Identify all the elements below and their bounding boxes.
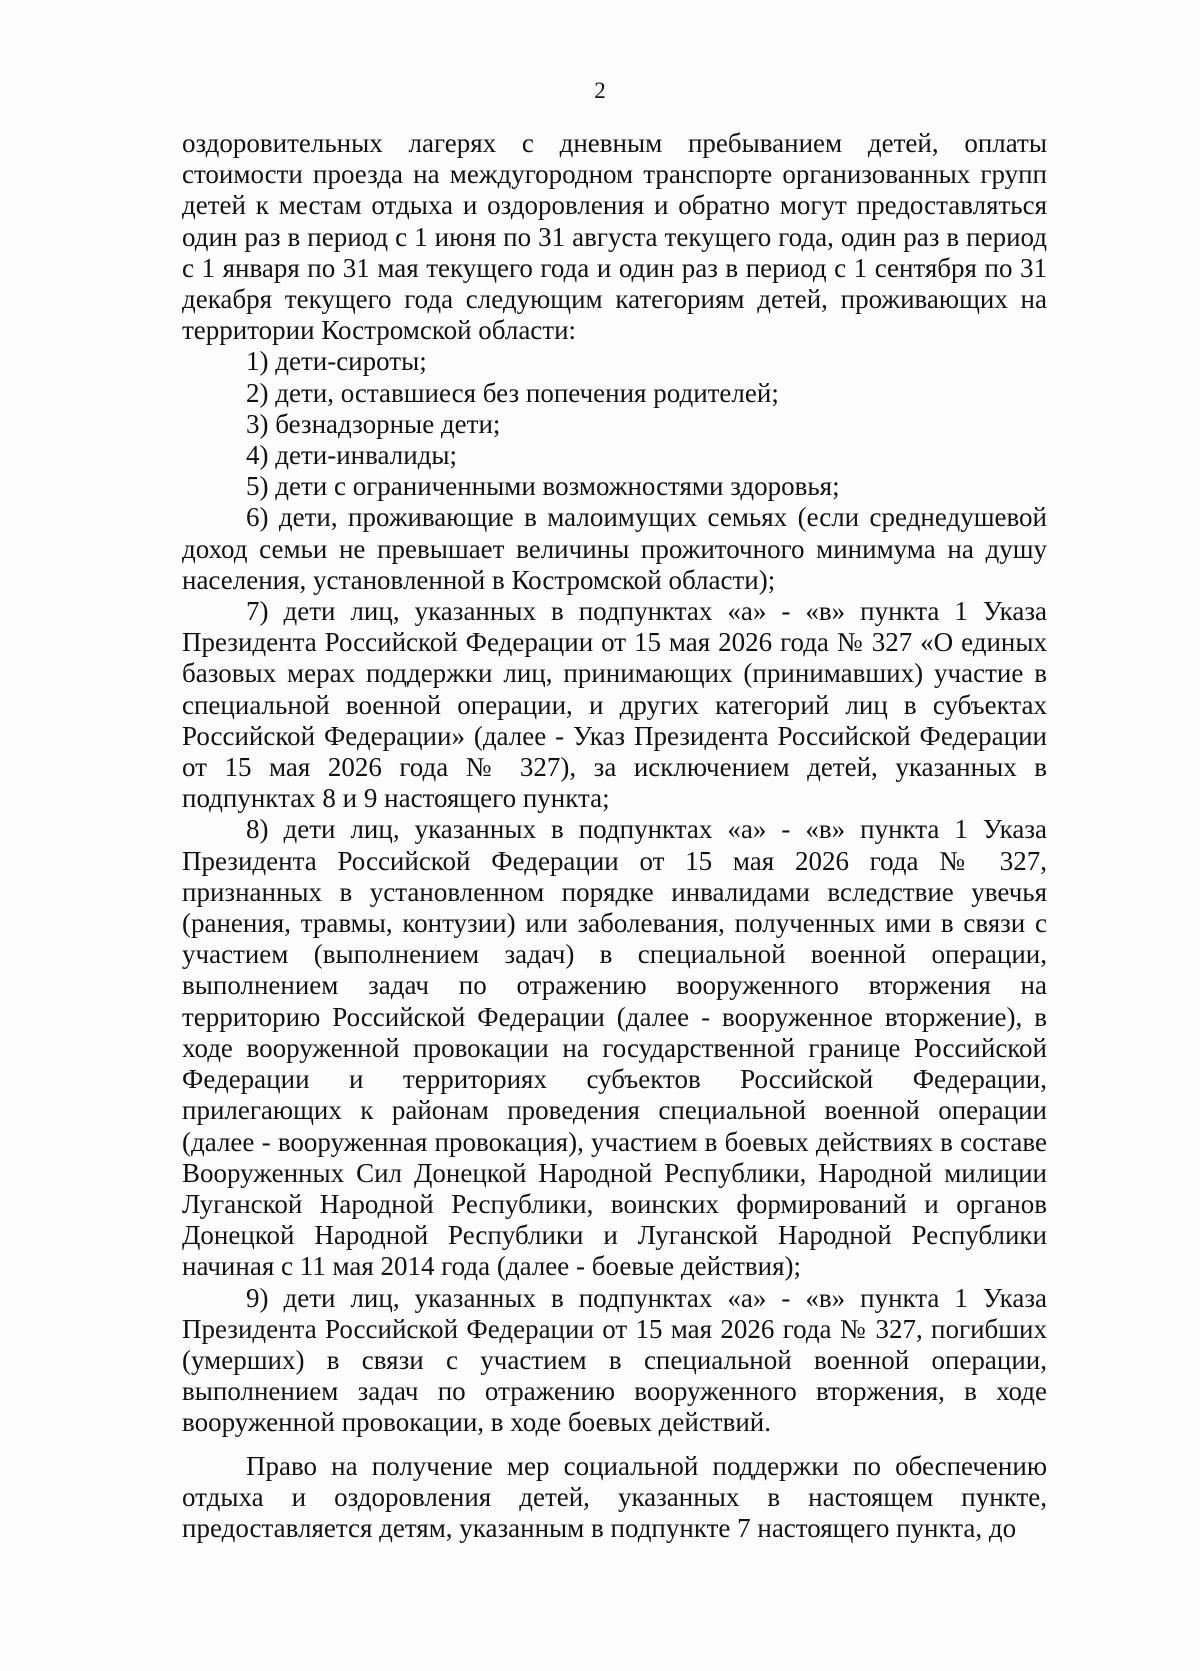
list-item-7: 7) дети лиц, указанных в подпунктах «а» - «в» пункта 1 Указа Президента Российской Федерации от 15 мая 2026 года № 327 «О единых базовых мерах поддержки лиц, принимающих (принимавших) участие в специальной военной операции, и других категорий лиц в субъектах Российской Федерации» (далее - Указ Президента Российской Федерации от 15 мая 2026 года № 327), за исключением детей, указанных в подпунктах 8 и 9 настоящего пункта;	[182, 596, 1047, 814]
paragraph-right-to-support: Право на получение мер социальной поддержки по обеспечению отдыха и оздоровления детей, указанных в настоящем пункте, предоставляется детям, указанным в подпункте 7 настоящего пункта, до	[182, 1450, 1047, 1543]
list-item-5: 5) дети с ограниченными возможностями здоровья;	[246, 471, 840, 502]
paragraph-continuation: оздоровительных лагерях с дневным пребыванием детей, оплаты стоимости проезда на междугородном транспорте организованных групп детей к местам отдыха и оздоровления и обратно могут предоставляться один раз в период с 1 июня по 31 августа текущего года, один раз в период с 1 января по 31 мая текущего года и один раз в период с 1 сентября по 31 декабря текущего года следующим категориям детей, проживающих на территории Костромской области:	[182, 128, 1047, 346]
list-item-3: 3) безнадзорные дети;	[246, 408, 501, 439]
list-item-6: 6) дети, проживающие в малоимущих семьях (если среднедушевой доход семьи не превышает величины прожиточного минимума на душу населения, установленной в Костромской области);	[182, 502, 1047, 595]
list-item-9: 9) дети лиц, указанных в подпунктах «а» - «в» пункта 1 Указа Президента Российской Федерации от 15 мая 2026 года № 327, погибших (умерших) в связи с участием в специальной военной операции, выполнением задач по отражению вооруженного вторжения, в ходе вооруженной провокации, в ходе боевых действий.	[182, 1282, 1047, 1438]
list-item-1: 1) дети-сироты;	[246, 346, 427, 377]
list-item-8: 8) дети лиц, указанных в подпунктах «а» - «в» пункта 1 Указа Президента Российской Федерации от 15 мая 2026 года № 327, признанных в установленном порядке инвалидами вследствие увечья (ранения, травмы, контузии) или заболевания, полученных ими в связи с участием (выполнением задач) в специальной военной операции, выполнением задач по отражению вооруженного вторжения на территорию Российской Федерации (далее - вооруженное вторжение), в ходе вооруженной провокации на государственной границе Российской Федерации и территориях субъектов Российской Федерации, прилегающих к районам проведения специальной военной операции (далее - вооруженная провокация), участием в боевых действиях в составе Вооруженных Сил Донецкой Народной Республики, Народной милиции Луганской Народной Республики, воинских формирований и органов Донецкой Народной Республики и Луганской Народной Республики начиная с 11 мая 2014 года (далее - боевые действия);	[182, 814, 1047, 1282]
page-number: 2	[594, 78, 606, 103]
list-item-2: 2) дети, оставшиеся без попечения родителей;	[246, 377, 779, 408]
document-body	[182, 128, 1047, 1544]
list-item-4: 4) дети-инвалиды;	[246, 440, 458, 471]
